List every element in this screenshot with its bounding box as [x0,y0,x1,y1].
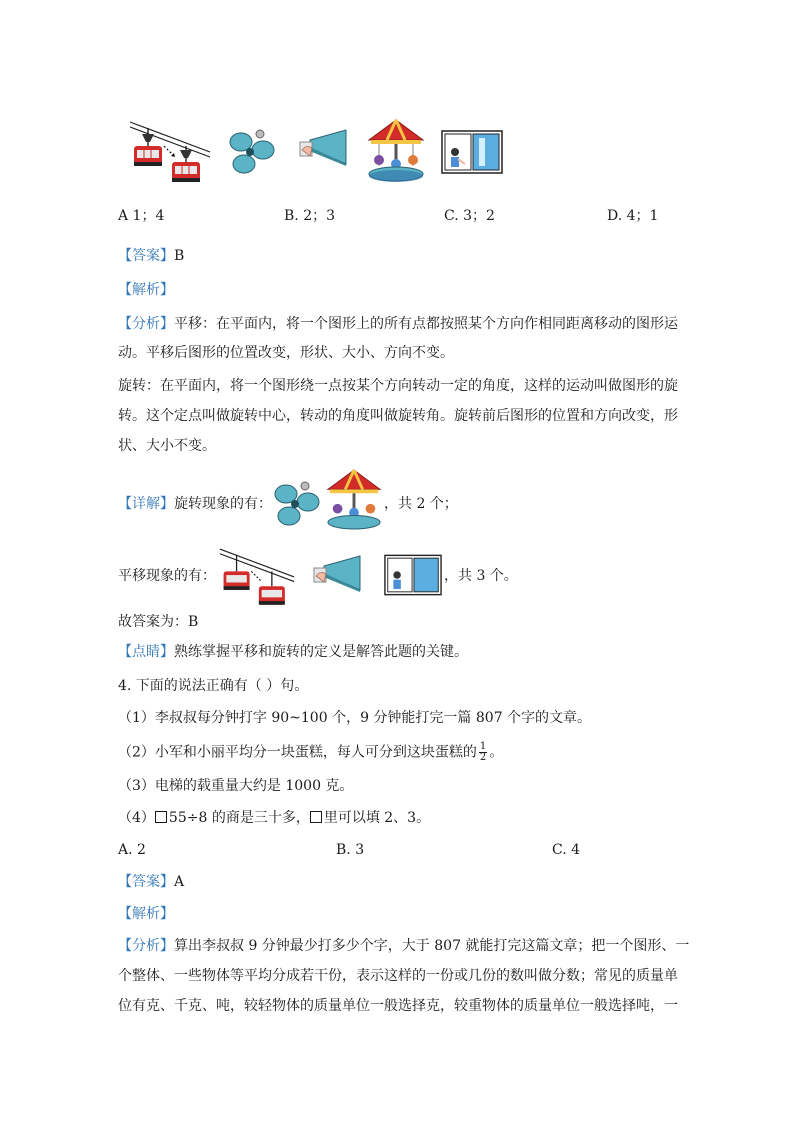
analysis-1 [118,280,174,300]
answer-value: A [174,874,185,890]
blank-box [310,811,322,823]
carousel-image [367,118,425,186]
fenxi-text: 算出李叔叔 9 分钟最少打多少个字，大于 807 就能打完这篇文章；把一个图形、一 [174,938,690,954]
carousel-image-small [326,468,382,534]
option-d: D. 4；1 [607,208,659,224]
fenxi-1-line1 [118,314,678,334]
fenxi-1-line4: 转。这个定点叫做旋转中心，转动的角度叫做旋转角。旋转前后图形的位置和方向改变，形 [118,408,678,424]
fan-image-small [272,480,322,530]
translation-suffix: ，共 3 个。 [444,568,518,584]
option-c: C. 3；2 [444,208,495,224]
statement-2-end: 。 [489,744,504,761]
answer-value: B [174,248,185,264]
fenxi-2-line1 [118,936,689,956]
rotation-suffix: ，共 2 个； [384,496,458,512]
fenxi-tag: 【分析】 [118,938,174,954]
statement-4-pre: （4） [118,810,155,826]
rotation-line [118,494,272,514]
cable-car-image-small [218,545,296,607]
statement-4-mid: 55÷8 的商是三十多， [168,810,310,826]
fenxi-1-line2: 动。平移后图形的位置改变，形状、大小、方向不变。 [118,345,454,361]
statement-2 [118,742,503,763]
answer-tag: 【答案】 [118,248,174,264]
fenxi-tag: 【分析】 [118,316,174,332]
answer-1 [118,246,184,266]
xiangjie-tag: 【详解】 [118,496,174,512]
statement-3: （3）电梯的载重量大约是 1000 克。 [118,778,354,794]
question-4-stem: 4. 下面的说法正确有（ ）句。 [118,678,309,694]
dianjing-text: 熟练掌握平移和旋转的定义是解答此题的关键。 [174,644,468,660]
statement-4 [118,808,430,828]
fraction-one-half [479,742,487,763]
option-a: A 1；4 [118,208,165,224]
statement-2-text: （2）小军和小丽平均分一块蛋糕，每人可分到这块蛋糕的 [118,744,477,761]
answer-tag: 【答案】 [118,874,174,890]
window-image [441,130,503,174]
fenxi-2-line3: 位有克、千克、吨，较轻物体的质量单位一般选择克，较重物体的质量单位一般选择吨，一 [118,998,678,1014]
fraction-numerator: 1 [479,741,487,752]
rotation-prefix: 旋转现象的有： [174,496,272,512]
answer-2 [118,872,184,892]
fraction-denominator: 2 [479,752,487,763]
option-b: B. 2；3 [284,208,336,224]
analysis-tag: 【解析】 [118,906,174,922]
fenxi-1-line3: 旋转：在平面内，将一个图形绕一点按某个方向转动一定的角度，这样的运动叫做图形的旋 [118,378,678,394]
fenxi-text: 平移：在平面内，将一个图形上的所有点都按照某个方向作相同距离移动的图形运 [174,316,678,332]
dianjing-tag: 【点睛】 [118,644,174,660]
dianjing-1 [118,642,468,662]
translation-prefix: 平移现象的有： [118,568,216,584]
cable-car-image [128,118,212,184]
window-image-small [384,554,442,596]
q4-option-c: C. 4 [552,842,581,858]
q4-option-b: B. 3 [336,842,365,858]
q4-option-a: A. 2 [118,842,146,858]
fenxi-2-line2: 个整体、一些物体等平均分成若干份，表示这样的一份或几份的数叫做分数；常见的质量单 [118,968,678,984]
analysis-tag: 【解析】 [118,282,174,298]
blank-box [155,811,167,823]
drawer-image-small [310,554,362,598]
statement-4-end: 里可以填 2、3。 [323,810,431,826]
analysis-2 [118,904,174,924]
fan-image [228,128,276,178]
conclusion: 故答案为：B [118,614,199,630]
fenxi-1-line5: 状、大小不变。 [118,438,216,454]
drawer-image [296,128,348,172]
statement-1: （1）李叔叔每分钟打字 90~100 个，9 分钟能打完一篇 807 个字的文章。 [118,710,592,726]
